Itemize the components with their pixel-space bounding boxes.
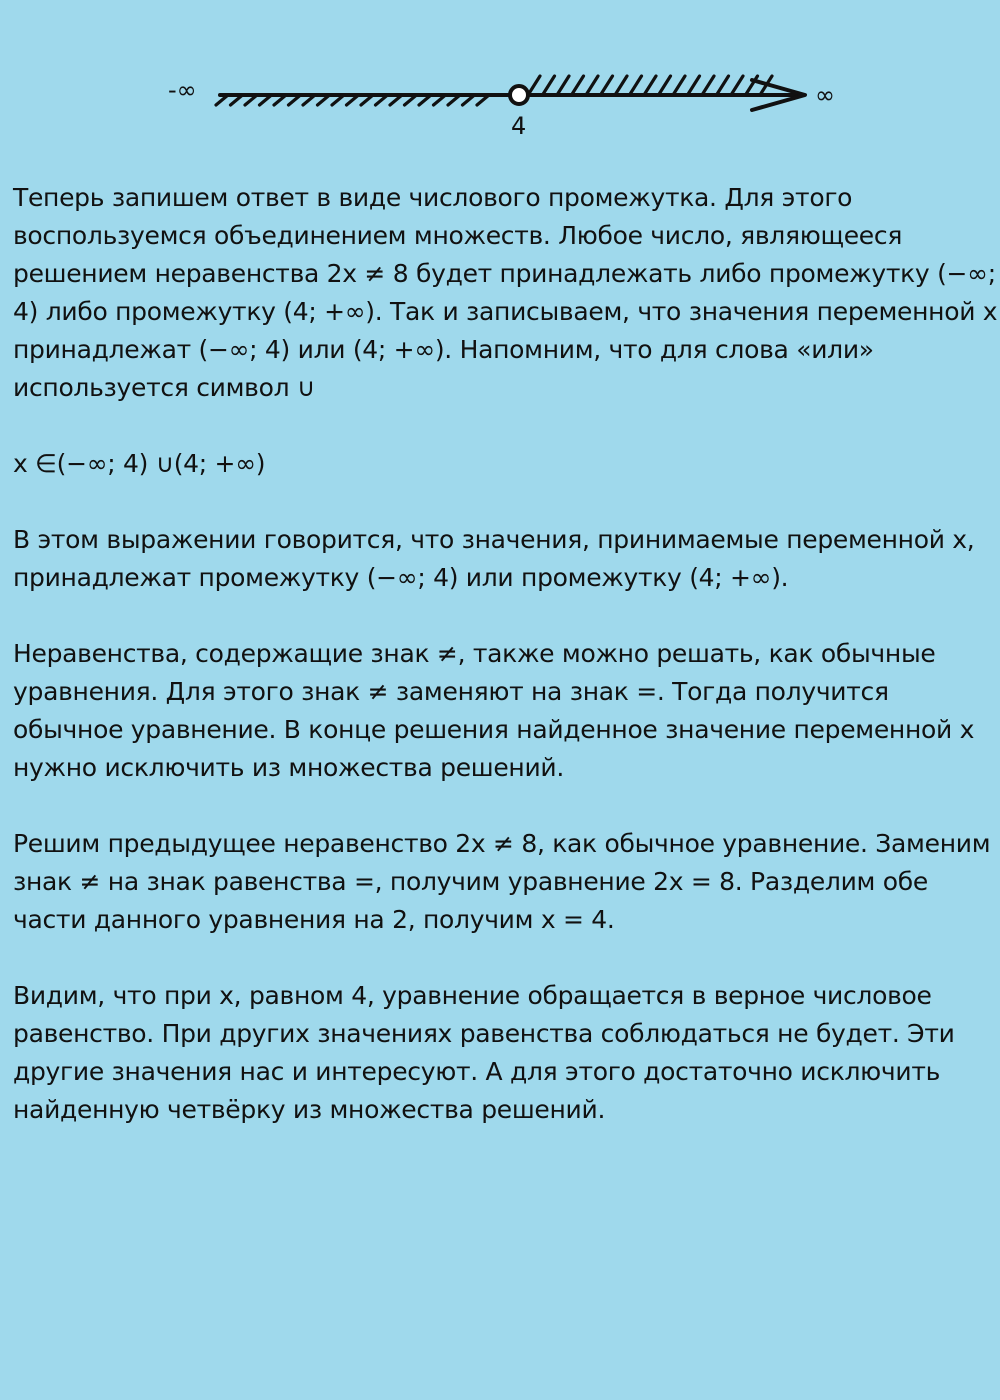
paragraph-expression-meaning: В этом выражении говорится, что значения, принимаемые переменной x, принадлежат промежутку (−∞; 4) или промежутку (4; +∞). [13,525,975,592]
hatch-mark [717,76,729,95]
hatch-mark [572,76,584,95]
hatch-mark [601,76,613,95]
text-content [13,179,998,1167]
right-infinity-label: ∞ [815,81,835,109]
hatch-mark [630,76,642,95]
hatch-mark [702,76,714,95]
hatch-mark [688,76,700,95]
hatch-mark [615,76,627,95]
hatch-mark [673,76,685,95]
paragraph-conclusion: Видим, что при x, равном 4, уравнение обращается в верное числовое равенство. При других значениях равенства соблюдаться не будет. Эти другие значения нас и интересуют. А для этого достаточно исключить найденную четвёрку из множества решений. [13,981,955,1124]
hatching [216,76,772,105]
number-line [0,0,1000,160]
hatch-mark [731,76,743,95]
excluded-point [510,86,528,104]
left-infinity-label: -∞ [168,76,197,104]
paragraph-solving-method: Неравенства, содержащие знак ≠, также можно решать, как обычные уравнения. Для этого знак ≠ заменяют на знак =. Тогда получится обычное уравнение. В конце решения найденное значение переменной x нужно исключить из множества решений. [13,639,975,782]
hatch-mark [659,76,671,95]
formula-solution-set: x ∈(−∞; 4) ∪(4; +∞) [13,449,266,478]
hatch-mark [543,76,555,95]
paragraph-equation-solution: Решим предыдущее неравенство 2x ≠ 8, как обычное уравнение. Заменим знак ≠ на знак равенства =, получим уравнение 2x = 8. Разделим обе части данного уравнения на 2, получим x = 4. [13,829,991,934]
paragraph-interval-answer: Теперь запишем ответ в виде числового промежутка. Для этого воспользуемся объединением множеств. Любое число, являющееся решением неравенства 2x ≠ 8 будет принадлежать либо промежутку (−∞; 4) либо промежутку (4; +∞). Так и записываем, что значения переменной x принадлежат (−∞; 4) или (4; +∞). Напомним, что для слова «или» используется символ ∪ [13,183,998,402]
hatch-mark [644,76,656,95]
point-label: 4 [511,112,527,140]
hatch-mark [586,76,598,95]
hatch-mark [528,76,540,95]
hatch-mark [557,76,569,95]
